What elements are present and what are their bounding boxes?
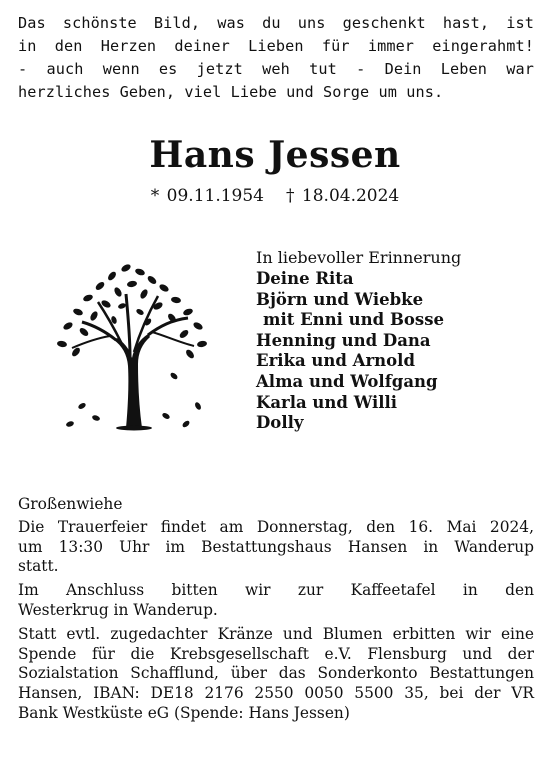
poem-line: - auch wenn es jetzt weh tut - Dein Leben war: [18, 60, 534, 78]
mourner-name: Alma und Wolfgang: [256, 371, 438, 391]
donation-notice: [18, 625, 534, 724]
mourner-name: Erika und Arnold: [256, 351, 415, 371]
mourner-name: Karla und Willi: [256, 392, 398, 412]
mourners-intro: In liebevoller Erinnerung: [256, 248, 462, 267]
birth-date: * 09.11.1954: [150, 186, 264, 206]
poem-line: Das schönste Bild, was du uns geschenkt hast, ist: [18, 14, 534, 32]
coffee-line: Im Anschluss bitten wir zur Kaffeetafel in den: [18, 581, 534, 600]
donation-line: Statt evtl. zugedachter Kränze und Blumen erbitten wir eine: [18, 624, 534, 643]
poem: [18, 12, 534, 104]
death-date: † 18.04.2024: [286, 186, 400, 206]
funeral-details: [18, 495, 534, 728]
donation-line: Sozialstation Schafflund, über das Sonderkonto Bestattungen: [18, 664, 534, 683]
coffee-line: Westerkrug in Wanderup.: [18, 600, 218, 619]
mourners: [256, 247, 461, 434]
mourner-name: Björn und Wiebke: [256, 289, 424, 309]
poem-line: in den Herzen deiner Lieben für immer eingerahmt!: [18, 37, 534, 55]
mourner-name: Dolly: [256, 413, 304, 433]
mourner-name: mit Enni und Bosse: [263, 310, 444, 330]
coffee-notice: [18, 581, 534, 621]
funeral-line: Die Trauerfeier findet am Donnerstag, den 16. Mai 2024,: [18, 517, 534, 536]
donation-line: Hansen, IBAN: DE18 2176 2550 0050 5500 35, bei der VR: [18, 684, 534, 703]
place-of-residence: Großenwiehe: [18, 495, 123, 513]
mourner-name: Henning und Dana: [256, 330, 431, 350]
donation-line: Spende für die Krebsgesellschaft e.V. Flensburg und der: [18, 644, 534, 663]
poem-line: herzliches Geben, viel Liebe und Sorge um uns.: [18, 83, 444, 101]
funeral-notice: [18, 518, 534, 577]
funeral-line: statt.: [18, 557, 59, 576]
mourner-name: Deine Rita: [256, 269, 354, 288]
deceased-name: Hans Jessen: [149, 134, 401, 176]
tree-with-falling-leaves-icon: [48, 256, 218, 436]
donation-line: Bank Westküste eG (Spende: Hans Jessen): [18, 703, 350, 722]
funeral-line: um 13:30 Uhr im Bestattungshaus Hansen in Wanderup: [18, 537, 534, 556]
life-dates: [0, 186, 550, 206]
